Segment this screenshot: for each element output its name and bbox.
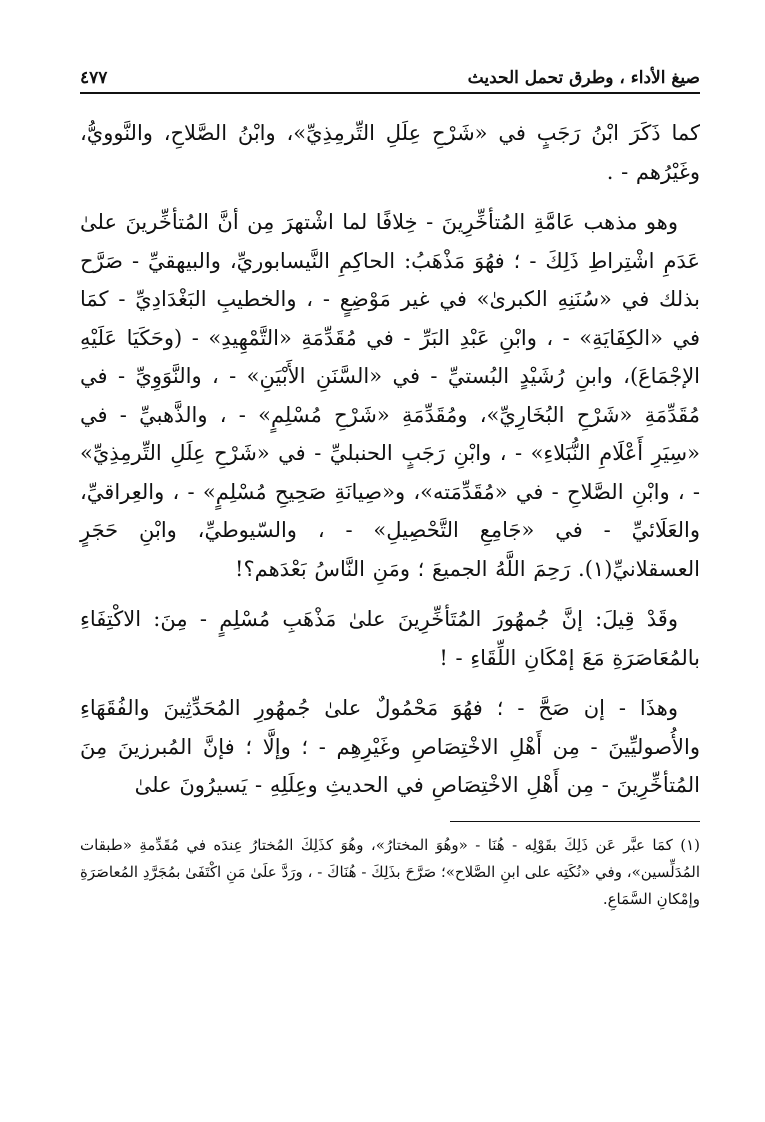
paragraph-2: وهو مذهب عَامَّةِ المُتأخِّرِينَ - خِلافًا لما اشْتهرَ مِن أنَّ المُتأخِّرينَ علىٰ عَدَمِ اشْتِراطِ ذَلِكَ - ؛ فهُوَ مَذْهَبُ: الحاكِمِ النَّيسابوريِّ، والبيهقيِّ - صَرَّح بذلك في «سُنَنِهِ الكبرىٰ» في غير مَوْضِعٍ - ، والخطيبِ البَغْدَادِيِّ - كمَا في «الكِفَايَةِ» - ، وابْنِ عَبْدِ البَرِّ - في مُقَدِّمَةِ «التَّمْهِيدِ» - (وحَكَيَا عَلَيْهِ الإجْمَاعَ)، وابنِ رُشَيْدٍ البُستيِّ - في «السَّنَنِ الأَبْيَنِ» - ، والنَّوَوِيِّ - في مُقَدِّمَةِ «شَرْحِ البُخَارِيِّ»، ومُقَدِّمَةِ «شَرْحِ مُسْلِمٍ» - ، والذَّهبيِّ - في «سِيَرِ أَعْلَامِ النُّبَلاءِ» - ، وابْنِ رَجَبٍ الحنبليِّ - في «شَرْحِ عِلَلِ التِّرمِذِيِّ» - ، وابْنِ الصَّلاحِ - في «مُقَدِّمَته»، و«صِيانَةِ صَحِيحِ مُسْلِمٍ» - ، والعِراقيِّ، والعَلَائيِّ - في «جَامِعِ التَّحْصِيلِ» - ، والسّيوطيِّ، وابْنِ حَجَرٍ العسقلانيِّ(١). رَحِمَ اللَّهُ الجميعَ ؛ ومَنِ النَّاسُ بَعْدَهم؟! [80, 210, 700, 581]
main-text [80, 114, 700, 805]
page-header [80, 52, 700, 94]
footnote-divider [450, 821, 700, 822]
paragraph-3: وقَدْ قِيلَ: إنَّ جُمهُورَ المُتَأخِّرِينَ علىٰ مَذْهَبِ مُسْلِمٍ - مِنَ: الاكْتِفَاءِ بالمُعَاصَرَةِ مَعَ إمْكَانِ اللِّقَاءِ - ! [80, 607, 700, 670]
footnote-1: (١) كمَا عبَّر عَن ذَلِكَ بقَوْلِه - هُنَا - «وهُوَ المختارُ»، وهُوَ كذَلِكَ المُختارُ عِندَه في مُقَدِّمةِ «طبقات المُدَلِّسين»، وفي «نُكَتِه على ابنِ الصَّلاح»؛ صَرَّحَ بذَلِكَ - هُنَاكَ - ، ورَدَّ علَىٰ مَنِ اكْتَفَىٰ بمُجَرَّدِ المُعاصَرَةِ وإمْكانِ السَّمَاعِ. [80, 835, 700, 908]
paragraph-1: كما ذَكَرَ ابْنُ رَجَبٍ في «شَرْحِ عِلَلِ التِّرمِذِيِّ»، وابْنُ الصَّلاحِ، والنَّوويُّ، وغَيْرُهم - . [80, 121, 700, 184]
running-title: صيغ الأداء ، وطرق تحمل الحديث [467, 68, 700, 88]
book-page [80, 52, 700, 928]
page-number: ٤٧٧ [80, 68, 108, 88]
paragraph-4: وهذَا - إن صَحَّ - ؛ فهُوَ مَحْمُولٌ علىٰ جُمهُورِ المُحَدِّثِينَ والفُقَهَاءِ والأُصوليِّينَ - مِن أَهْلِ الاخْتِصَاصِ وغَيْرِهِم - ؛ وإلَّا ؛ فإنَّ المُبرزينَ مِنَ المُتأخِّرِينَ - مِن أَهْلِ الاخْتِصَاصِ في الحديثِ وعِلَلِهِ - يَسيرُونَ علىٰ [80, 696, 700, 797]
